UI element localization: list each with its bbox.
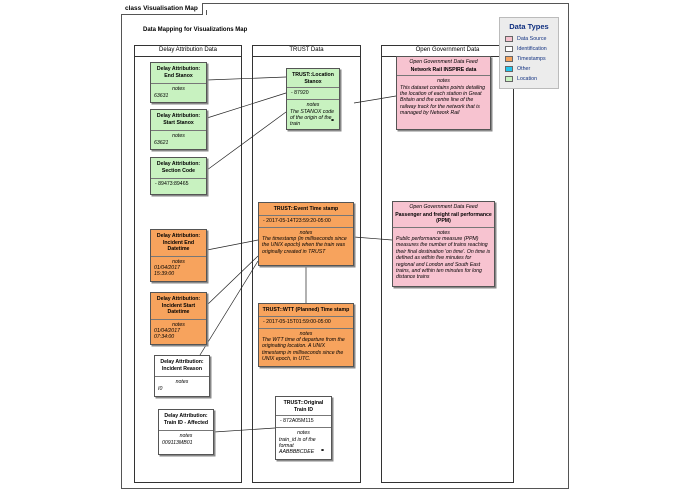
notes-label: notes — [172, 133, 185, 139]
box-stereotype: Open Government Data Feed — [409, 204, 478, 210]
notes-label: notes — [297, 430, 310, 436]
box-train-id-affected[interactable] — [158, 409, 214, 455]
link-icon: ⚭ — [320, 448, 326, 454]
box-trust-wtt-timestamp[interactable] — [258, 303, 354, 367]
attribute-value: - 872A05M115 — [280, 418, 314, 424]
legend-swatch — [505, 36, 513, 42]
link-incident-end — [207, 240, 258, 250]
box-title: Delay Attribution: Incident Reason — [160, 359, 204, 372]
box-title: Delay Attribution: Section Code — [156, 161, 201, 174]
box-title: Network Rail INSPIRE data — [410, 66, 477, 73]
note-text: The WTT time of departure from the originating location. A UNIX timestamp in milliseconds since the UNIX epoch, in UTC. — [262, 337, 345, 363]
legend-swatch — [505, 76, 513, 82]
link-ppm — [354, 237, 392, 240]
notes-label: notes — [299, 229, 313, 236]
legend-swatch — [505, 56, 513, 62]
notes-label: notes — [437, 229, 450, 236]
attribute-value: - 2017-05-14T23:59:20-05:00 — [263, 217, 331, 224]
link-incident-reason — [200, 261, 258, 355]
legend-label: Location — [517, 76, 538, 82]
box-end-stanox[interactable] — [150, 62, 207, 103]
notes-label: notes — [299, 330, 313, 337]
link-icon: ⚭ — [330, 118, 336, 124]
box-title: TRUST::Original Train ID — [283, 400, 324, 413]
box-trust-event-timestamp[interactable] — [258, 202, 354, 266]
box-title: Delay Attribution: Start Stanox — [156, 113, 201, 126]
box-title: Delay Attribution: Incident End Datetime — [156, 233, 201, 252]
box-title: Delay Attribution: Train ID - Affected — [163, 413, 209, 426]
box-network-rail-inspire[interactable] — [396, 56, 491, 130]
link-section-code — [207, 112, 286, 170]
box-ppm-feed[interactable] — [392, 201, 495, 287]
box-title: Delay Attribution: Incident Start Datetime — [156, 296, 201, 315]
legend-label: Data Source — [517, 36, 547, 42]
legend-label: Other — [517, 66, 531, 72]
box-incident-reason[interactable] — [154, 355, 210, 397]
legend-label: Timestamps — [517, 56, 546, 62]
attribute-value: - 2017-05-15T01:59:00-05:00 — [263, 318, 331, 325]
notes-label: notes — [175, 379, 189, 385]
box-title: TRUST::WTT (Planned) Time stamp — [262, 307, 350, 313]
link-network-rail — [354, 96, 396, 103]
frame-title: class Visualisation Map — [121, 3, 203, 15]
legend-swatch — [505, 66, 513, 72]
notes-label: notes — [172, 86, 185, 92]
notes-label: notes — [172, 321, 185, 328]
link-end-stanox — [207, 77, 286, 80]
lane-title: Delay Attribution Data — [158, 47, 218, 53]
note-text: Public performance measure (PPM) measures the number of trains reaching their final destination 'on time'. On time is defined as within five minutes for regional and London and South East trains, and within ten minutes for long distance trains — [396, 236, 491, 281]
legend-label: Identification — [517, 46, 547, 52]
link-incident-start — [207, 256, 258, 305]
lane-title: Open Government Data — [415, 47, 480, 53]
attribute-value: - 87920 — [291, 90, 309, 96]
notes-label: notes — [179, 433, 193, 439]
note-text: The timestamp (in milliseconds since the UNIX epoch) when the train was originally created in TRUST — [262, 236, 347, 255]
notes-label: notes — [306, 102, 320, 108]
box-section-code[interactable] — [150, 157, 207, 195]
box-title: Passenger and freight rail performance (PPM) — [395, 211, 492, 224]
note-text: 63631 — [154, 92, 169, 99]
box-title: TRUST::Event Time stamp — [273, 206, 339, 212]
notes-label: notes — [437, 78, 450, 84]
lane-title: TRUST Data — [289, 47, 324, 53]
box-start-stanox[interactable] — [150, 109, 207, 150]
notes-label: notes — [172, 258, 185, 265]
legend — [499, 17, 559, 89]
box-incident-end-datetime[interactable] — [150, 229, 207, 282]
legend-swatch — [505, 46, 513, 52]
box-stereotype: Open Government Data Feed — [409, 59, 478, 65]
note-text: I0 — [158, 385, 163, 392]
note-text: train_id is of the format AABBBBCDEE — [279, 436, 316, 456]
link-start-stanox — [207, 93, 286, 118]
box-incident-start-datetime[interactable] — [150, 292, 207, 345]
note-text: The STANOX code of the origin of the train — [290, 108, 335, 128]
attribute-value: - 89473:89465 — [155, 181, 189, 187]
note-text: 01/04/2017 07:34:00 — [154, 328, 180, 341]
link-train-id — [214, 428, 275, 432]
diagram-title: Data Mapping for Visualizations Map — [143, 27, 248, 33]
note-text: 009113MB01 — [162, 439, 193, 446]
note-text: 63621 — [154, 139, 169, 146]
note-text: 01/04/2017 15:39:00 — [154, 265, 180, 278]
note-text: This dataset contains points detailing the location of each station in Great Britain and the centre line of the railway track for the network that is managed by Network Rail — [400, 84, 486, 117]
legend-title: Data Types — [509, 22, 549, 31]
box-title: TRUST::Location Stanox — [292, 72, 334, 85]
box-title: Delay Attribution: End Stanox — [156, 66, 201, 79]
